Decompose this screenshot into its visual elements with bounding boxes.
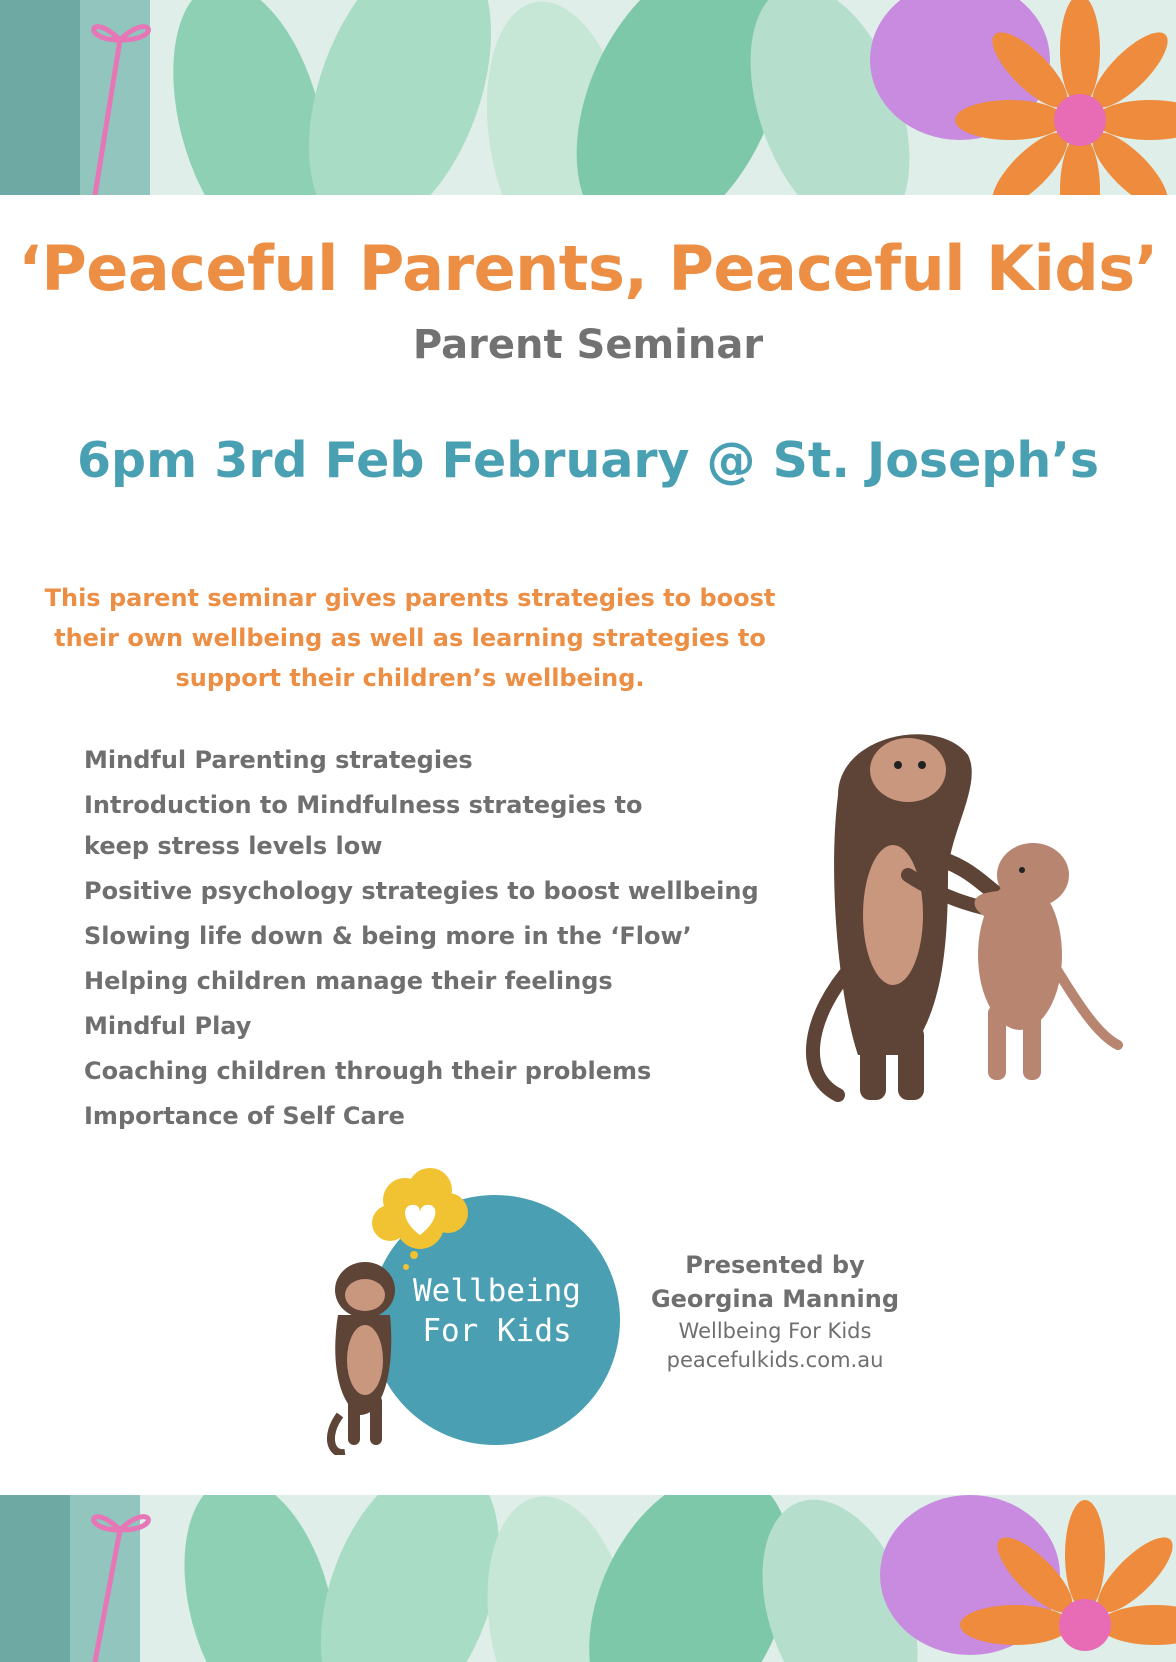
top-foliage-banner: [0, 0, 1176, 195]
topic-item: Mindful Parenting strategies: [84, 746, 473, 774]
topic-item: Positive psychology strategies to boost wellbeing: [84, 877, 759, 905]
seminar-subtitle: Parent Seminar: [412, 322, 764, 368]
topic-item: Mindful Play: [84, 1012, 252, 1040]
wellbeing-for-kids-logo: [320, 1155, 620, 1459]
presenter-name: Georgina Manning: [650, 1285, 900, 1313]
monkey-illustration: [798, 715, 1128, 1109]
intro-line: their own wellbeing as well as learning strategies to: [54, 624, 766, 652]
bottom-foliage-banner: [0, 1495, 1176, 1662]
presenter-info: [640, 1248, 910, 1374]
topic-item: Helping children manage their feelings: [84, 967, 613, 995]
event-datetime-location: 6pm 3rd Feb February @ St. Joseph’s: [76, 432, 1100, 489]
topic-item: Introduction to Mindfulness strategies to keep stress levels low: [84, 791, 643, 860]
topic-item: Importance of Self Care: [84, 1102, 405, 1130]
presenter-label: Presented by: [685, 1251, 865, 1279]
logo-text-line2: For Kids: [422, 1313, 572, 1349]
seminar-title: ‘Peaceful Parents, Peaceful Kids’: [18, 232, 1158, 305]
topic-item: Coaching children through their problems: [84, 1057, 652, 1085]
intro-paragraph: [30, 578, 790, 698]
intro-line: This parent seminar gives parents strategies to boost: [44, 584, 776, 612]
logo-text-line1: Wellbeing: [413, 1273, 581, 1309]
topics-list: [84, 740, 784, 1141]
presenter-organization: Wellbeing For Kids: [678, 1319, 872, 1343]
topic-item: Slowing life down & being more in the ‘Flow’: [84, 922, 692, 950]
presenter-website: peacefulkids.com.au: [666, 1348, 884, 1372]
intro-line: support their children’s wellbeing.: [175, 664, 645, 692]
